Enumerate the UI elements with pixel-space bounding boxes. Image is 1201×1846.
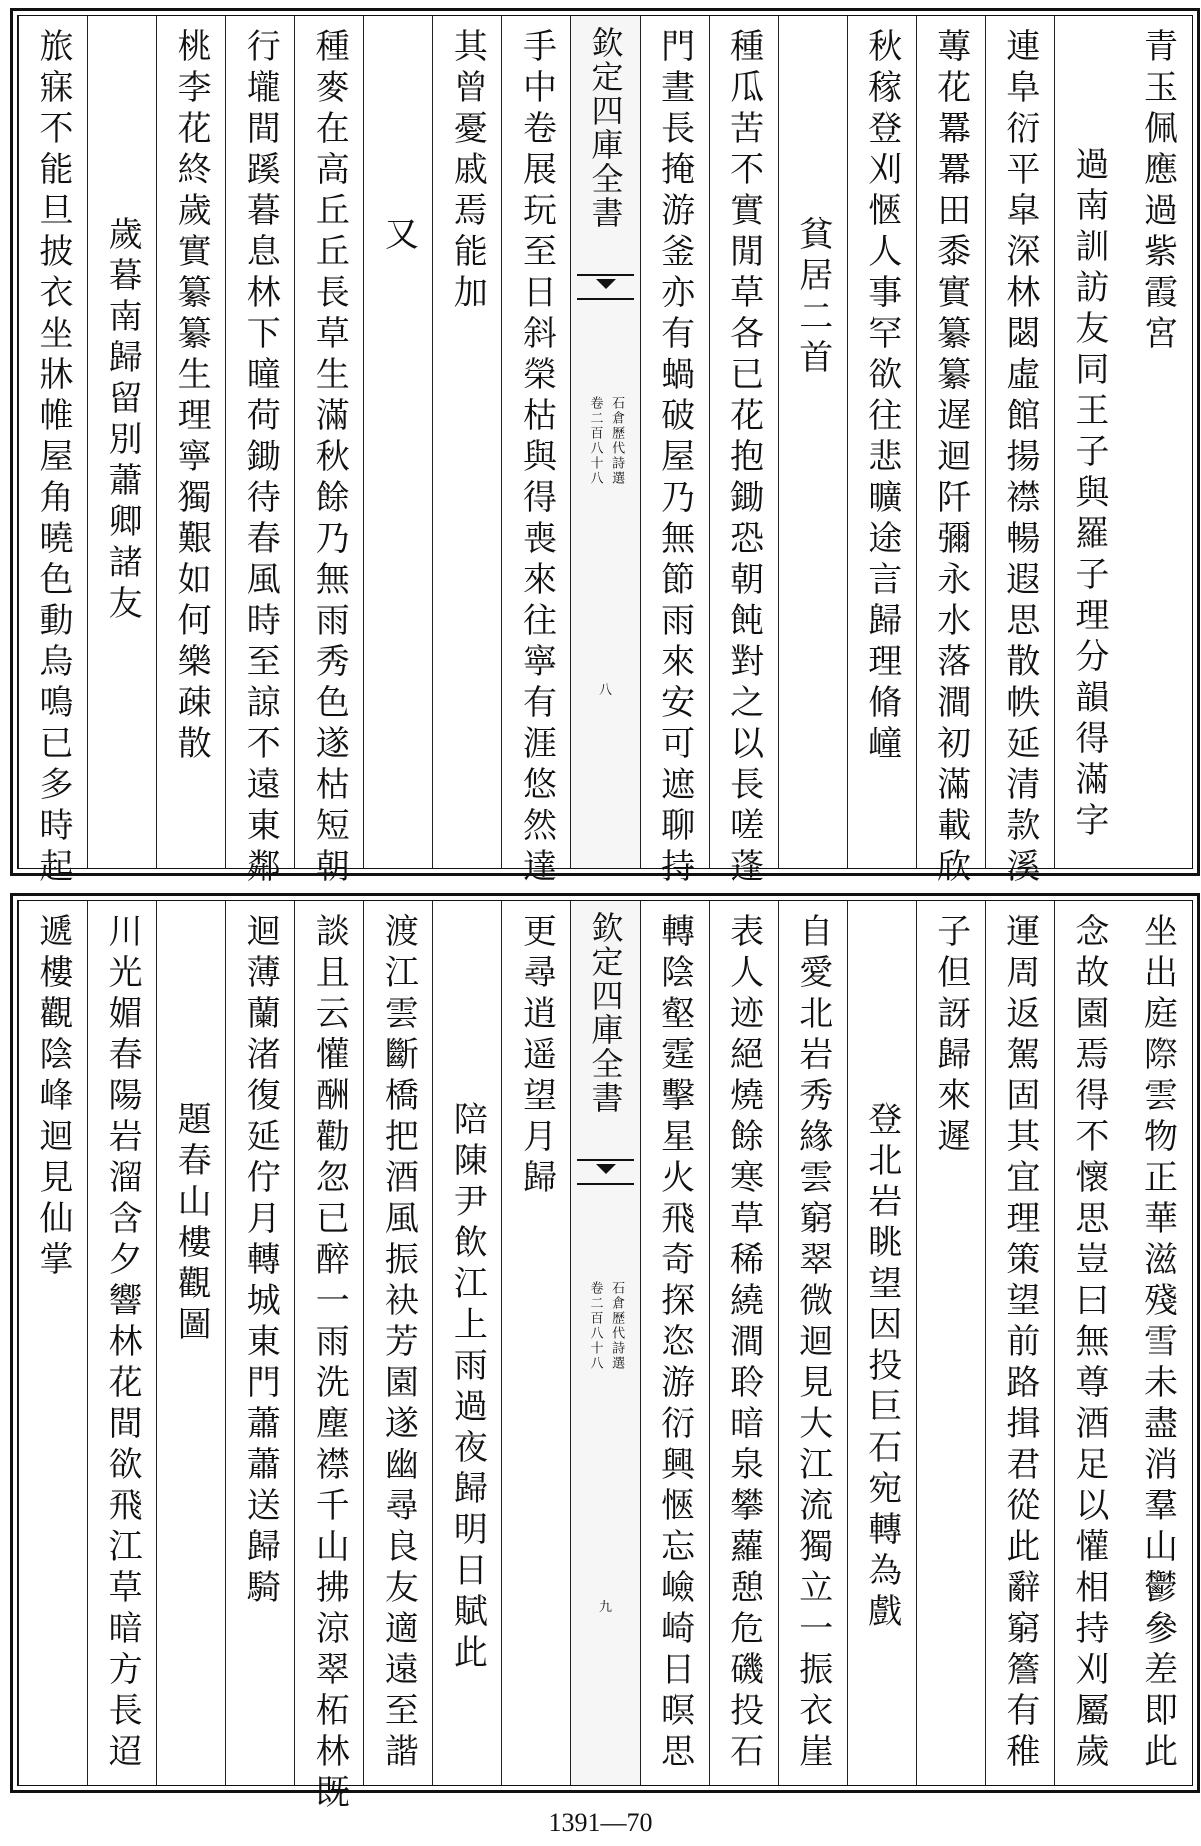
column-text: 秋稼登刈愜人事罕欲往悲曠途言歸理脩㠉 bbox=[861, 28, 902, 766]
column-text: 貧居二首 bbox=[792, 216, 833, 380]
text-column bbox=[87, 901, 156, 1785]
column-text: 川光媚春陽岩溜含夕響林花間欲飛江草暗方長迢 bbox=[102, 913, 143, 1774]
banner-collection-title: 石倉歷代詩選 bbox=[609, 1281, 625, 1371]
column-text: 更尋逍遥望月歸 bbox=[516, 913, 557, 1200]
column-text: 渡江雲斷橋把酒風振袂芳園遂幽尋良友適遠至諧 bbox=[378, 913, 419, 1774]
column-text: 登北岩眺望因投巨石宛轉為戲 bbox=[861, 1101, 902, 1634]
top-page-frame bbox=[17, 15, 1193, 889]
banner-title: 欽定四庫全書 bbox=[586, 26, 625, 230]
column-text: 門晝長掩游釜亦有蝸破屋乃無節雨來安可遮聊持 bbox=[654, 28, 695, 889]
bottom-page-columns bbox=[18, 901, 1192, 1815]
text-column bbox=[1123, 16, 1192, 868]
column-text: 蓴花羃羃田黍實纂纂遅迴阡彌永水落澗初滿載欣 bbox=[930, 28, 971, 889]
text-column bbox=[18, 16, 87, 889]
column-text: 坐出庭際雲物正華滋殘雪未盡消羣山鬱參差即此 bbox=[1137, 913, 1178, 1774]
top-page bbox=[10, 8, 1200, 889]
column-text: 題春山樓觀圖 bbox=[171, 1101, 212, 1347]
text-column bbox=[916, 16, 985, 889]
text-column bbox=[916, 901, 985, 1785]
fish-tail-mark-icon bbox=[577, 1159, 633, 1185]
column-text: 旅寐不能旦披衣坐牀帷屋角曉色動烏鳴已多時起 bbox=[33, 28, 74, 889]
text-column bbox=[18, 901, 87, 1785]
banner-column bbox=[570, 901, 639, 1785]
text-column bbox=[501, 901, 570, 1785]
text-column bbox=[1054, 901, 1123, 1785]
text-column bbox=[363, 16, 432, 868]
text-column bbox=[640, 901, 709, 1785]
text-column bbox=[985, 901, 1054, 1785]
column-text: 桃李花終歲實纂纂生理寧獨艱如何樂疎散 bbox=[171, 28, 212, 766]
text-column bbox=[709, 16, 778, 889]
bottom-page bbox=[10, 893, 1200, 1815]
bottom-page-frame bbox=[17, 900, 1193, 1815]
column-text: 表人迹絕燒餘寒草稀繞澗聆暗泉攀蘿憩危磯投石 bbox=[723, 913, 764, 1774]
column-text: 手中卷展玩至日斜榮枯與得喪來往寧有涯悠然達 bbox=[516, 28, 557, 889]
fish-tail-mark-icon bbox=[577, 274, 633, 300]
top-page-columns bbox=[18, 16, 1192, 889]
column-text: 行壠間蹊暮息林下曈荷鋤待春風時至諒不遠東鄰 bbox=[240, 28, 281, 889]
column-text: 談且云懽酬勸忽已醉一雨洗塵襟千山拂涼翠柘林既 bbox=[309, 913, 350, 1815]
column-text: 種瓜苦不實閒草各已花抱鋤恐朝飩對之以長嗟蓬 bbox=[723, 28, 764, 889]
column-text: 運周返駕固其宜理策望前路揖君從此辭窮簷有稚 bbox=[999, 913, 1040, 1774]
text-column bbox=[709, 901, 778, 1785]
text-column bbox=[432, 16, 501, 868]
text-column bbox=[294, 901, 363, 1815]
text-column bbox=[501, 16, 570, 889]
text-column bbox=[87, 16, 156, 868]
column-text: 連阜衍平皐深林閟虛館揚襟暢遐思散帙延清款溪 bbox=[999, 28, 1040, 889]
text-column bbox=[1054, 16, 1123, 868]
banner-page-number: 九 bbox=[598, 1600, 613, 1615]
text-column bbox=[225, 16, 294, 889]
text-column bbox=[847, 901, 916, 1785]
column-text: 又 bbox=[378, 216, 419, 257]
banner-title: 欽定四庫全書 bbox=[586, 911, 625, 1115]
column-text: 轉陰壑霆擊星火飛奇探恣游衍興愜忘嶮崎日暝思 bbox=[654, 913, 695, 1774]
text-column bbox=[778, 901, 847, 1785]
banner-side-text bbox=[587, 1281, 624, 1371]
text-column bbox=[640, 16, 709, 889]
page-footer-number: 1391—70 bbox=[548, 1808, 653, 1837]
banner-volume-number: 卷二百八十八 bbox=[587, 1281, 603, 1371]
text-column bbox=[1123, 901, 1192, 1785]
text-column bbox=[225, 901, 294, 1785]
column-text: 過南訓訪友同王子與羅子理分韻得滿字 bbox=[1068, 146, 1109, 843]
banner-collection-title: 石倉歷代詩選 bbox=[609, 396, 625, 486]
column-text: 種麥在高丘丘長草生滿秋餘乃無雨秀色遂枯短朝 bbox=[309, 28, 350, 889]
text-column bbox=[156, 16, 225, 868]
banner-volume-number: 卷二百八十八 bbox=[587, 396, 603, 486]
column-text: 子但訝歸來遲 bbox=[930, 913, 971, 1159]
column-text: 陪陳尹飲江上雨過夜歸明日賦此 bbox=[447, 1101, 488, 1675]
column-text: 其曾憂戚焉能加 bbox=[447, 28, 488, 315]
text-column bbox=[847, 16, 916, 868]
column-text: 青玉佩應過紫霞宮 bbox=[1137, 28, 1178, 356]
column-text: 遞樓觀陰峰迴見仙掌 bbox=[33, 913, 74, 1282]
banner-column bbox=[570, 16, 639, 868]
column-text: 自愛北岩秀緣雲窮翠微迴見大江流獨立一振衣崖 bbox=[792, 913, 833, 1774]
column-text: 念故園焉得不懷思豈曰無尊酒足以懽相持刈屬歲 bbox=[1068, 913, 1109, 1774]
text-column bbox=[363, 901, 432, 1785]
text-column bbox=[778, 16, 847, 868]
text-column bbox=[294, 16, 363, 889]
text-column bbox=[432, 901, 501, 1785]
column-text: 迴薄蘭渚復延佇月轉城東門蕭蕭送歸騎 bbox=[240, 913, 281, 1610]
banner-side-text bbox=[587, 396, 624, 486]
text-column bbox=[985, 16, 1054, 889]
banner-page-number: 八 bbox=[598, 683, 613, 698]
text-column bbox=[156, 901, 225, 1785]
column-text: 歲暮南歸留別蕭卿諸友 bbox=[102, 216, 143, 626]
